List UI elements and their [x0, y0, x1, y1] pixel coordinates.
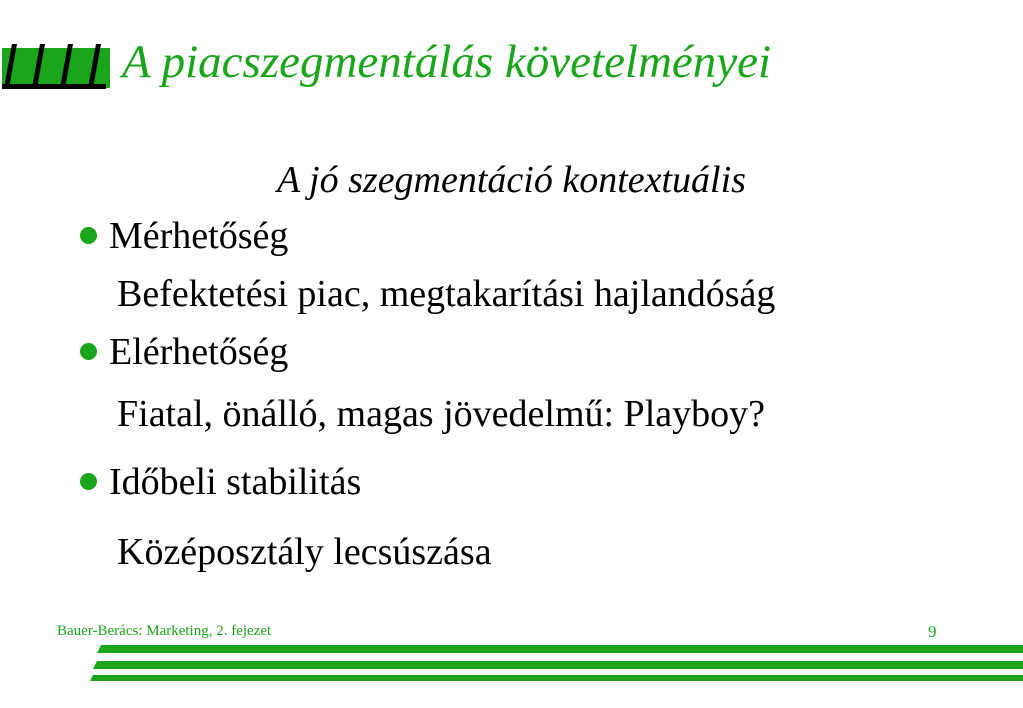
bullet-item-stability [80, 460, 361, 506]
bullet-detail: Fiatal, önálló, magas jövedelmű: Playboy? [117, 393, 765, 435]
bullet-heading: Mérhetőség [109, 215, 289, 257]
bullet-dot-icon [80, 227, 97, 244]
slide-logo-bars-icon [2, 40, 110, 92]
bullet-heading: Elérhetőség [109, 331, 289, 373]
page-number: 9 [928, 622, 937, 641]
bullet-detail: Középosztály lecsúszása [117, 531, 492, 573]
bullet-dot-icon [80, 343, 97, 360]
footer-divider-lines [0, 640, 1023, 690]
footer-source: Bauer-Berács: Marketing, 2. fejezet [57, 623, 272, 639]
bullet-heading: Időbeli stabilitás [109, 461, 362, 503]
slide-subtitle: A jó szegmentáció kontextuális [277, 159, 746, 201]
bullet-item-measurability [80, 214, 288, 260]
slide-title: A piacszegmentálás követelményei [122, 36, 772, 88]
bullet-dot-icon [80, 473, 97, 490]
bullet-item-accessibility [80, 330, 288, 376]
bullet-detail: Befektetési piac, megtakarítási hajlandóság [117, 273, 776, 315]
